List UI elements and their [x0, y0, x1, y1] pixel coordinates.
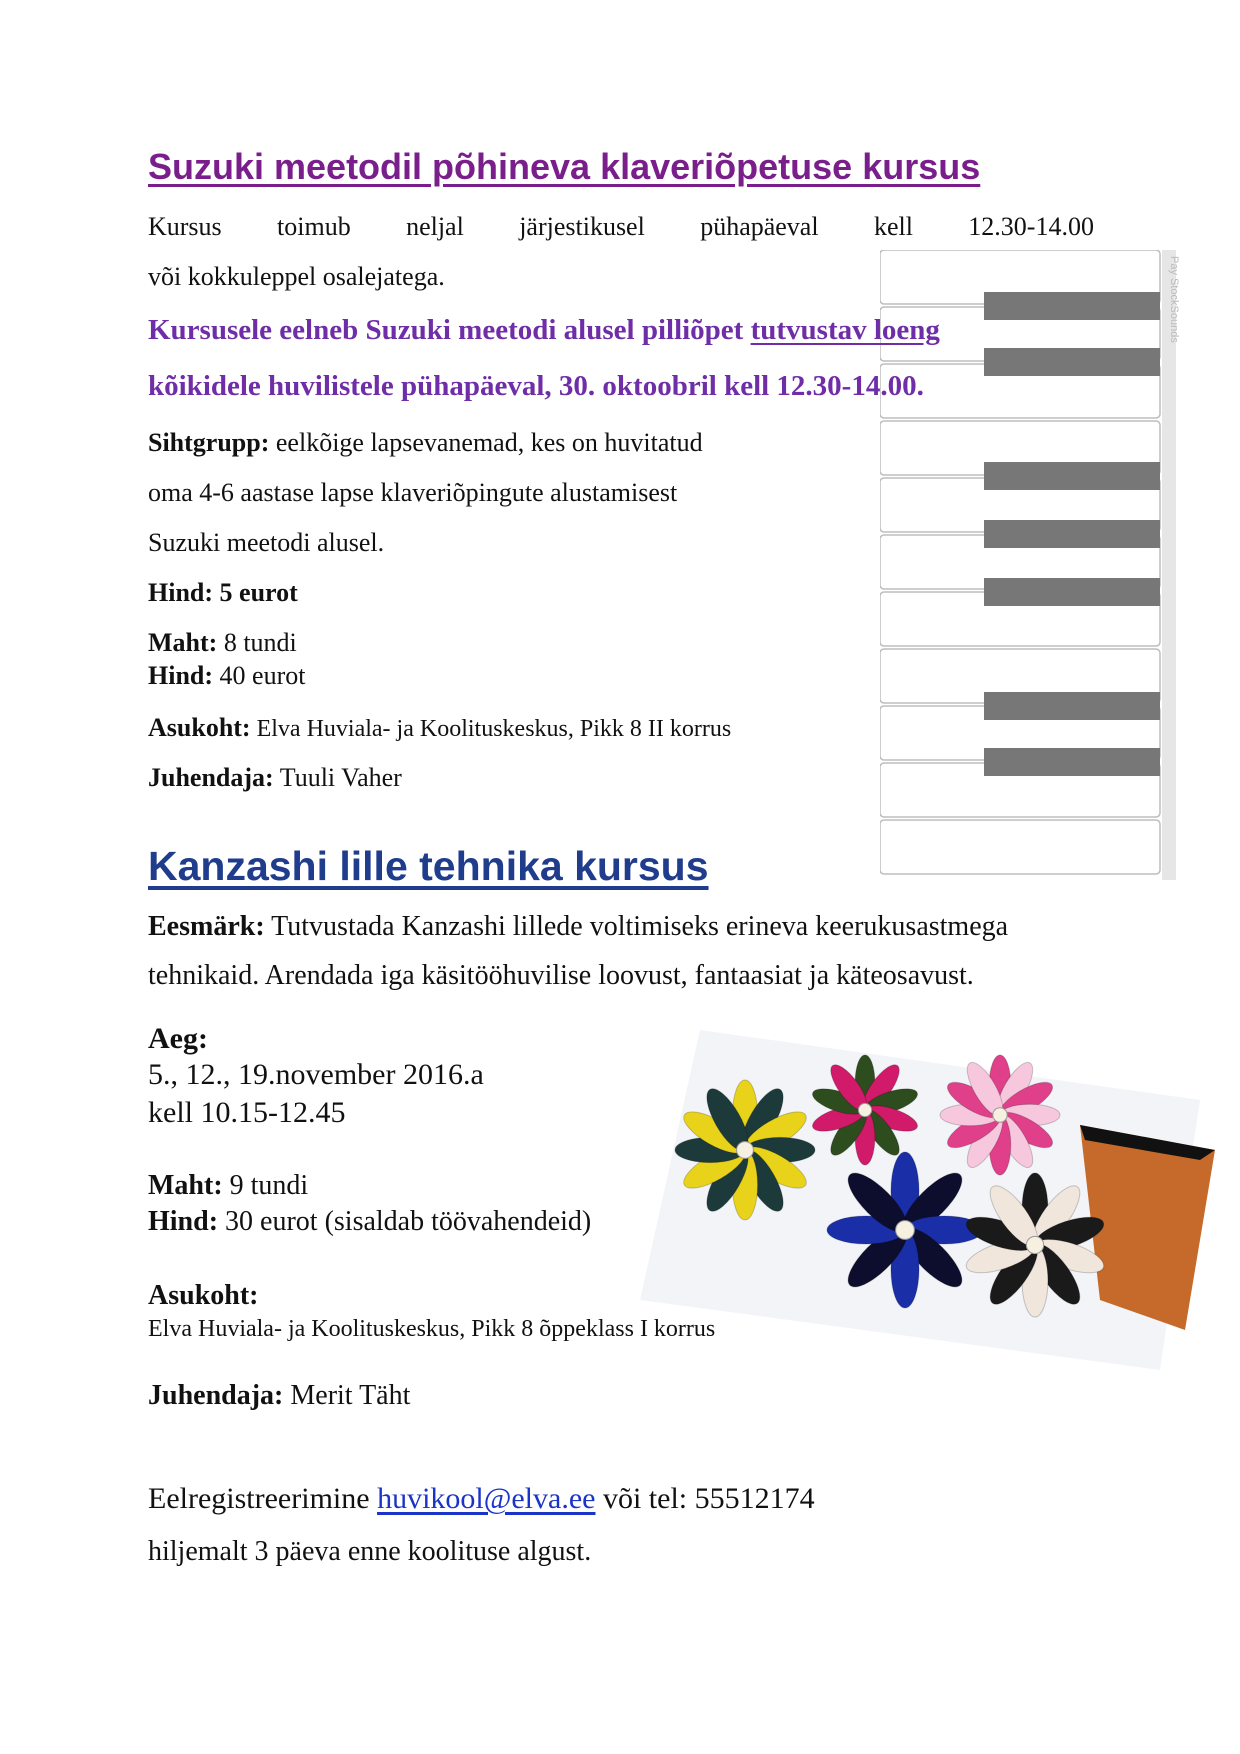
kanzashi-instructor — [148, 1380, 410, 1412]
kanzashi-goal-line-2: tehnikaid. Arendada iga käsitööhuvilise loovust, fantaasiat ja käteosavust. — [148, 960, 974, 991]
target-group-line-3: Suzuki meetodi alusel. — [148, 528, 385, 557]
volume-value: 9 tundi — [222, 1170, 309, 1201]
kanzashi-volume — [148, 1170, 308, 1202]
kanzashi-location-label: Asukoht: — [148, 1280, 259, 1311]
black-key — [984, 462, 1160, 490]
schedule-word: järjestikusel — [519, 212, 645, 241]
schedule-word: neljal — [406, 212, 464, 241]
time-dates: 5., 12., 19.november 2016.a — [148, 1058, 484, 1091]
instructor-label: Juhendaja: — [148, 763, 274, 792]
price-value: 30 eurot (sisaldab töövahendeid) — [218, 1206, 592, 1237]
lecture-price: Hind: 5 eurot — [148, 578, 298, 607]
kanzashi-course-title: Kanzashi lille tehnika kursus — [148, 843, 709, 889]
kanzashi-goal-line-1 — [148, 911, 1008, 943]
price-value: 40 eurot — [213, 661, 306, 690]
price-label: Hind: — [148, 661, 214, 690]
instructor-value: Tuuli Vaher — [273, 763, 402, 792]
schedule-word: kell — [873, 212, 913, 241]
location-label: Asukoht: — [148, 713, 251, 742]
schedule-word: pühapäeval — [700, 212, 819, 241]
email-link[interactable]: huvikool@elva.ee — [377, 1482, 596, 1515]
kanzashi-price — [148, 1206, 591, 1238]
blue-flower — [827, 1152, 983, 1308]
suzuki-schedule-cont: või kokkuleppel osalejatega. — [148, 262, 445, 291]
suzuki-volume — [148, 628, 297, 658]
black-key — [984, 578, 1160, 606]
instructor-label: Juhendaja: — [148, 1380, 284, 1411]
lecture-line-2: kõikidele huvilistele pühapäeval, 30. oktoobril kell 12.30-14.00. — [148, 370, 924, 402]
target-label: Sihtgrupp: — [148, 428, 270, 457]
black-key — [984, 348, 1160, 376]
white-key — [880, 820, 1160, 874]
registration-text: Eelregistreerimine — [148, 1482, 378, 1515]
suzuki-price — [148, 661, 305, 691]
instructor-value: Merit Täht — [283, 1380, 411, 1411]
lecture-link[interactable]: tutvustav loeng — [750, 314, 940, 346]
time-label: Aeg: — [148, 1022, 208, 1055]
time-hours: kell 10.15-12.45 — [148, 1096, 346, 1129]
kanzashi-flowers-image — [640, 1030, 1220, 1390]
target-group-line-1 — [148, 428, 703, 458]
volume-label: Maht: — [148, 1170, 223, 1201]
image-watermark: Pay StockSounds — [1168, 256, 1180, 343]
suzuki-location — [148, 713, 731, 743]
goal-text: Tutvustada Kanzashi lillede voltimiseks erineva keerukusastmega — [264, 911, 1009, 942]
volume-value: 8 tundi — [217, 628, 297, 657]
registration-phone: või tel: 55512174 — [595, 1482, 815, 1515]
suzuki-schedule-line — [148, 212, 1094, 242]
schedule-word: Kursus — [148, 212, 222, 241]
kanzashi-location-value: Elva Huviala- ja Koolituskeskus, Pikk 8 õppeklass I korrus — [148, 1316, 716, 1342]
schedule-word: toimub — [277, 212, 351, 241]
registration-deadline: hiljemalt 3 päeva enne koolituse algust. — [148, 1536, 592, 1567]
volume-label: Maht: — [148, 628, 218, 657]
lecture-text: Kursusele eelneb Suzuki meetodi alusel pilliõpet — [148, 314, 751, 346]
black-key — [984, 292, 1160, 320]
goal-label: Eesmärk: — [148, 911, 265, 942]
suzuki-instructor — [148, 763, 402, 793]
suzuki-course-title: Suzuki meetodil põhineva klaveriõpetuse kursus — [148, 146, 981, 187]
black-key — [984, 748, 1160, 776]
schedule-word: 12.30-14.00 — [968, 212, 1094, 241]
registration-line — [148, 1482, 815, 1516]
black-key — [984, 692, 1160, 720]
target-text: eelkõige lapsevanemad, kes on huvitatud — [269, 428, 703, 457]
target-group-line-2: oma 4-6 aastase lapse klaveriõpingute alustamisest — [148, 478, 678, 507]
location-value: Elva Huviala- ja Koolituskeskus, Pikk 8 II korrus — [250, 716, 732, 742]
lecture-line-1 — [148, 314, 940, 347]
price-label: Hind: — [148, 1206, 219, 1237]
black-key — [984, 520, 1160, 548]
